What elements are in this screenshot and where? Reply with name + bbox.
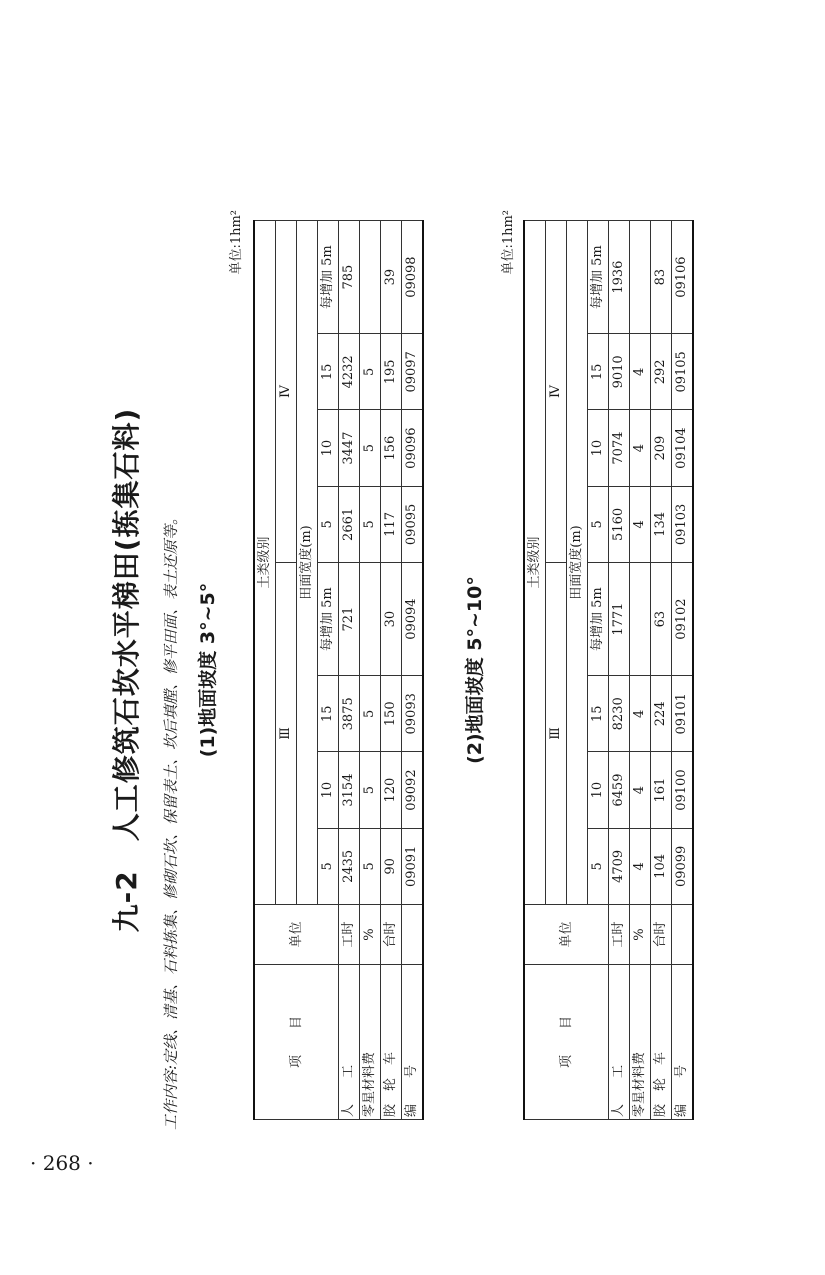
value-cell: 292	[651, 334, 672, 410]
width-header: 10	[318, 410, 339, 486]
value-cell: 1771	[609, 563, 630, 676]
row-unit: 工时	[339, 905, 360, 965]
value-cell: 4	[630, 410, 651, 486]
value-cell: 09105	[672, 334, 694, 410]
row-label: 编 号	[402, 965, 424, 1120]
value-cell: 120	[381, 752, 402, 828]
value-cell: 09092	[402, 752, 424, 828]
value-cell: 2435	[339, 828, 360, 904]
value-cell: 5	[360, 486, 381, 562]
value-cell: 4	[630, 752, 651, 828]
value-cell: 5	[360, 334, 381, 410]
width-header: 15	[588, 676, 609, 752]
row-unit	[672, 905, 694, 965]
quota-table-2	[523, 220, 694, 1120]
value-cell: 09096	[402, 410, 424, 486]
table-row	[630, 221, 651, 1120]
value-cell: 7074	[609, 410, 630, 486]
item-header: 项 目	[254, 965, 339, 1120]
value-cell: 30	[381, 563, 402, 676]
value-cell	[360, 221, 381, 334]
value-cell: 4232	[339, 334, 360, 410]
value-cell: 195	[381, 334, 402, 410]
value-cell: 9010	[609, 334, 630, 410]
item-header: 项 目	[524, 965, 609, 1120]
width-header: 每增加 5m	[588, 221, 609, 334]
page-number: · 268 ·	[30, 1151, 94, 1175]
value-cell: 09095	[402, 486, 424, 562]
row-label: 编 号	[672, 965, 694, 1120]
value-cell: 5160	[609, 486, 630, 562]
value-cell: 09094	[402, 563, 424, 676]
value-cell: 09091	[402, 828, 424, 904]
width-header: 每增加 5m	[588, 563, 609, 676]
value-cell: 6459	[609, 752, 630, 828]
field-width-header: 田面宽度(m)	[297, 221, 318, 905]
row-unit	[402, 905, 424, 965]
table-row	[651, 221, 672, 1120]
value-cell: 150	[381, 676, 402, 752]
width-header: 15	[318, 676, 339, 752]
section-1-subtitle: (1)地面坡度 3°~5°	[197, 582, 219, 758]
value-cell: 209	[651, 410, 672, 486]
value-cell: 4	[630, 334, 651, 410]
width-header: 15	[588, 334, 609, 410]
class-iv-header: Ⅳ	[276, 221, 297, 563]
field-width-header: 田面宽度(m)	[567, 221, 588, 905]
table-row	[339, 221, 360, 1120]
value-cell: 5	[360, 752, 381, 828]
value-cell: 09106	[672, 221, 694, 334]
section-1-unit-label: 单位:1hm²	[229, 210, 244, 275]
width-header: 5	[588, 486, 609, 562]
unit-header: 单位	[524, 905, 609, 965]
value-cell: 4	[630, 486, 651, 562]
width-header: 每增加 5m	[318, 221, 339, 334]
value-cell: 3447	[339, 410, 360, 486]
work-content-text: 工作内容:定线、清基、石料拣集、修砌石坎、保留表土、坎后填膛、修平田面、表土还原等。	[162, 509, 180, 1130]
value-cell: 785	[339, 221, 360, 334]
page-title: 九-2 人工修筑石坎水平梯田(拣集石料)	[110, 407, 143, 933]
value-cell: 09103	[672, 486, 694, 562]
row-unit: 台时	[651, 905, 672, 965]
section-2-unit-label: 单位:1hm²	[501, 210, 516, 275]
value-cell: 1936	[609, 221, 630, 334]
rotated-page-content	[105, 210, 725, 1130]
value-cell: 09093	[402, 676, 424, 752]
value-cell: 39	[381, 221, 402, 334]
value-cell: 2661	[339, 486, 360, 562]
value-cell: 09101	[672, 676, 694, 752]
section-2-subtitle: (2)地面坡度 5°~10°	[464, 576, 486, 764]
row-unit: %	[630, 905, 651, 965]
width-header: 5	[588, 828, 609, 904]
row-label: 胶 轮 车	[651, 965, 672, 1120]
row-unit: 台时	[381, 905, 402, 965]
value-cell: 4	[630, 828, 651, 904]
value-cell: 224	[651, 676, 672, 752]
value-cell: 4	[630, 676, 651, 752]
value-cell: 104	[651, 828, 672, 904]
value-cell: 83	[651, 221, 672, 334]
value-cell: 161	[651, 752, 672, 828]
width-header: 5	[318, 828, 339, 904]
width-header: 每增加 5m	[318, 563, 339, 676]
value-cell: 09097	[402, 334, 424, 410]
width-header: 5	[318, 486, 339, 562]
unit-header: 单位	[254, 905, 339, 965]
class-iii-header: Ⅲ	[276, 563, 297, 905]
quota-table-1	[253, 220, 424, 1120]
value-cell: 3154	[339, 752, 360, 828]
value-cell: 90	[381, 828, 402, 904]
table-row	[381, 221, 402, 1120]
value-cell: 63	[651, 563, 672, 676]
header-row	[524, 221, 546, 1120]
table-row	[360, 221, 381, 1120]
value-cell: 09098	[402, 221, 424, 334]
value-cell: 721	[339, 563, 360, 676]
class-iii-header: Ⅲ	[546, 563, 567, 905]
value-cell: 09099	[672, 828, 694, 904]
value-cell: 09100	[672, 752, 694, 828]
row-label: 人 工	[339, 965, 360, 1120]
value-cell: 134	[651, 486, 672, 562]
value-cell: 09102	[672, 563, 694, 676]
row-label: 零星材料费	[360, 965, 381, 1120]
value-cell: 5	[360, 676, 381, 752]
value-cell	[630, 221, 651, 334]
value-cell	[360, 563, 381, 676]
value-cell: 5	[360, 828, 381, 904]
table-row	[672, 221, 694, 1120]
value-cell: 3875	[339, 676, 360, 752]
value-cell: 09104	[672, 410, 694, 486]
value-cell: 117	[381, 486, 402, 562]
value-cell: 5	[360, 410, 381, 486]
row-label: 胶 轮 车	[381, 965, 402, 1120]
table-row	[402, 221, 424, 1120]
value-cell	[630, 563, 651, 676]
width-header: 10	[318, 752, 339, 828]
value-cell: 156	[381, 410, 402, 486]
soil-class-header: 土类级别	[524, 221, 546, 905]
width-header: 10	[588, 410, 609, 486]
row-label: 人 工	[609, 965, 630, 1120]
row-unit: %	[360, 905, 381, 965]
row-label: 零星材料费	[630, 965, 651, 1120]
row-unit: 工时	[609, 905, 630, 965]
width-header: 10	[588, 752, 609, 828]
table-row	[609, 221, 630, 1120]
value-cell: 4709	[609, 828, 630, 904]
soil-class-header: 土类级别	[254, 221, 276, 905]
class-iv-header: Ⅳ	[546, 221, 567, 563]
value-cell: 8230	[609, 676, 630, 752]
width-header: 15	[318, 334, 339, 410]
header-row	[254, 221, 276, 1120]
